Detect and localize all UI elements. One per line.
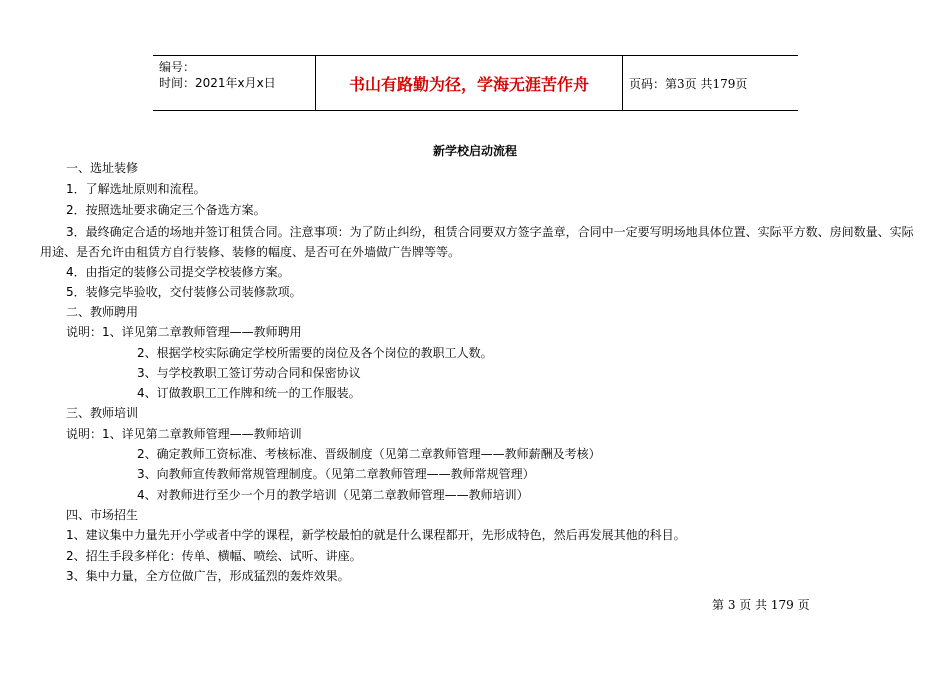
page-code: 页码：第3页 共179页 [629, 76, 748, 91]
note: 说明：1、详见第二章教师管理——教师聘用 [66, 325, 302, 339]
list-item: 2、招生手段多样化：传单、横幅、喷绘、试听、讲座。 [66, 549, 362, 563]
header-info [153, 56, 315, 110]
list-item: 3、与学校教职工签订劳动合同和保密协议 [137, 366, 361, 380]
list-item: 1．了解选址原则和流程。 [66, 182, 206, 196]
list-item: 4、对教师进行至少一个月的教学培训（见第二章教师管理——教师培训） [137, 488, 529, 502]
section-heading: 三、教师培训 [66, 406, 139, 420]
section-heading: 四、市场招生 [66, 508, 139, 522]
header-table [153, 55, 798, 111]
number-label: 编号： [159, 60, 196, 74]
time-label: 时间：2021年x月x日 [159, 76, 276, 90]
list-item: 3、集中力量，全方位做广告，形成猛烈的轰炸效果。 [66, 569, 350, 583]
list-item: 2、根据学校实际确定学校所需要的岗位及各个岗位的教职工人数。 [137, 346, 493, 360]
page-footer: 第 3 页 共 179 页 [712, 598, 810, 612]
list-item: 2．按照选址要求确定三个备选方案。 [66, 203, 266, 217]
list-item: 4、订做教职工工作牌和统一的工作服装。 [137, 386, 361, 400]
list-item: 3、向教师宣传教师常规管理制度。（见第二章教师管理——教师常规管理） [137, 467, 535, 481]
motto: 书山有路勤为径，学海无涯苦作舟 [315, 56, 623, 110]
list-item: 5．装修完毕验收，交付装修公司装修款项。 [66, 285, 302, 299]
list-item: 1、建议集中力量先开小学或者中学的课程，新学校最怕的就是什么课程都开，先形成特色，然后再发展其他的科目。 [66, 528, 686, 542]
list-item: 2、确定教师工资标准、考核标准、晋级制度（见第二章教师管理——教师薪酬及考核） [137, 447, 601, 461]
section-heading: 一、选址装修 [66, 161, 139, 175]
list-item: 3．最终确定合适的场地并签订租赁合同。注意事项：为了防止纠纷，租赁合同要双方签字盖章，合同中一定要写明场地具体位置、实际平方数、房间数量、实际用途、是否允许由租赁方自行装修、装修的幅度、是否可在外墙做广告牌等等。 [40, 225, 914, 259]
document-title: 新学校启动流程 [432, 144, 517, 158]
list-item: 4．由指定的装修公司提交学校装修方案。 [66, 265, 290, 279]
section-heading: 二、教师聘用 [66, 305, 139, 319]
note: 说明：1、详见第二章教师管理——教师培训 [66, 427, 302, 441]
